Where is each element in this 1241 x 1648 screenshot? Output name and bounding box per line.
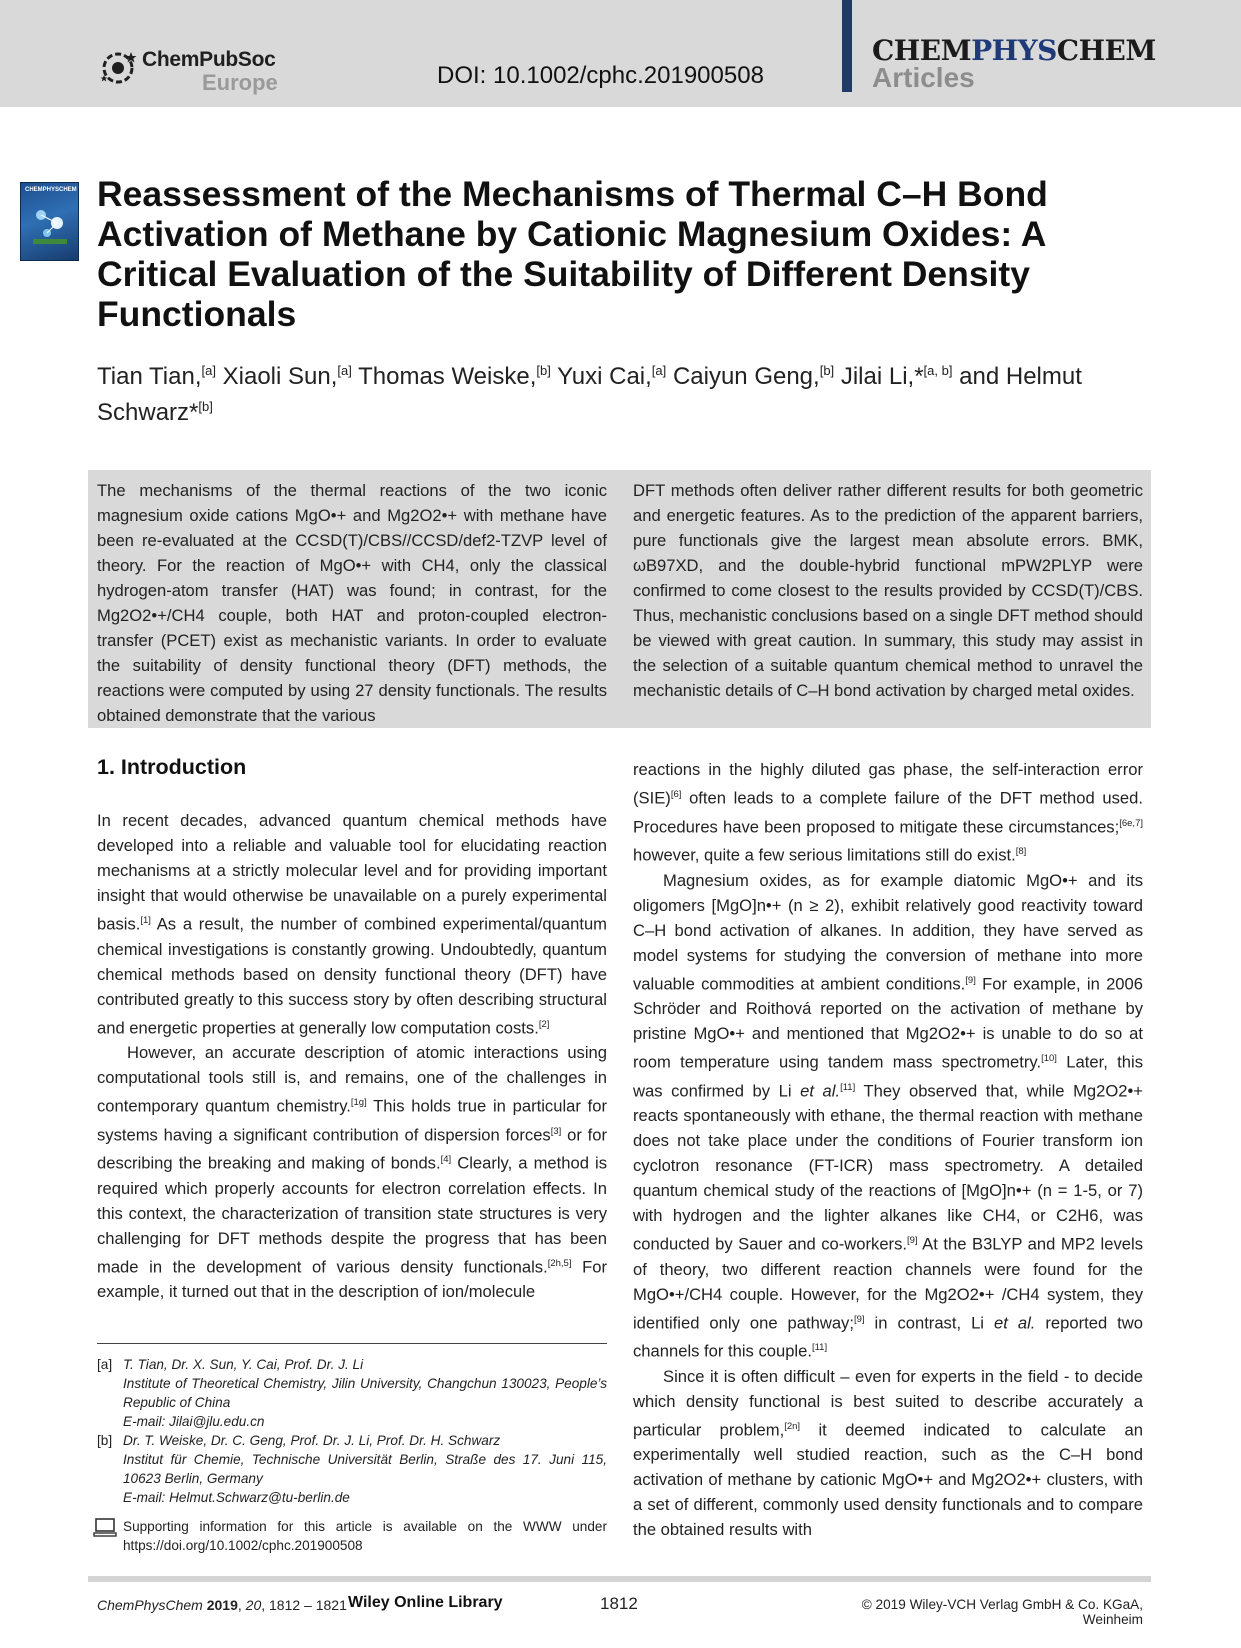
citation-marker[interactable]: [1] [140,915,151,926]
affiliation-key: [b] [97,1433,113,1448]
affiliation-footnotes [97,1355,607,1507]
intro-paragraph-2: However, an accurate description of atomic interactions using computational tools still is, and remains, one of the challenges in contemporary quantum chemistry.[1g] This holds true in particular for systems having a significant contribution of dispersion forces[3] or for describing the breaking and making of bonds.[4] Clearly, a method is required which properly accounts for electron correlation effects. In this context, the characterization of transition state structures is very challenging for DFT methods despite the progress that has been made in the development of various density functionals.[2h,5] For example, it turned out that in the description of ion/molecule [97,1043,607,1302]
author-affiliation-marker: [b] [198,399,213,414]
logo-text-primary: ChemPubSoc [142,48,276,71]
footer-journal-year: 2019 [206,1597,238,1613]
journal-cover-thumbnail[interactable] [20,182,79,261]
citation-marker[interactable]: [11] [840,1081,856,1093]
publisher-logo[interactable] [98,46,288,94]
author-list [97,356,1157,428]
citation-marker[interactable]: [4] [440,1154,452,1166]
journal-name-part1: CHEM [872,34,972,67]
affiliation-key: [a] [97,1357,113,1372]
citation-marker[interactable]: [11] [811,1342,828,1354]
abstract-left-column: The mechanisms of the thermal reactions of the two iconic magnesium oxide cations MgO•+ and Mg2O2•+ with methane have been re-evaluated at the CCSD(T)/CBS//CCSD/def2-TZVP level of theory. For the reaction of MgO•+ with CH4, only the classical hydrogen-atom transfer (HAT) was found; in contrast, for the Mg2O2•+/CH4 couple, both HAT and proton-coupled electron-transfer (PCET) exist as mechanistic variants. In order to evaluate the suitability of density functional theory (DFT) methods, the reactions were computed by using 27 density functionals. The results obtained demonstrate that the various [97,481,607,725]
author-name: Caiyun Geng, [672,363,820,390]
intro-paragraph-5: Since it is often difficult – even for experts in the field - to decide which density functional is best suited to describe accurately a particular problem,[2n] it deemed indicated to calculate an experimentally well studied reaction, such as the C–H bond activation of methane by cationic MgO•+ and Mg2O2•+ clusters, with a set of different, commonly used density functionals and to compare the obtained results with [633,1366,1143,1540]
section-heading-introduction: 1. Introduction [97,755,247,779]
body-left-column [97,808,607,1304]
article-title: Reassessment of the Mechanisms of Thermal C–H Bond Activation of Methane by Cationic Magnesium Oxides: A Critical Evaluation of the Suitability of Different Density Functionals [97,174,1048,334]
footer-divider [88,1576,1151,1582]
journal-accent-bar [842,0,852,92]
doi-link[interactable]: DOI: 10.1002/cphc.201900508 [437,62,764,89]
citation-marker[interactable]: [2h,5] [547,1257,572,1269]
affiliation-institute: Institut für Chemie, Technische Universität Berlin, Straße des 17. Juni 115, 10623 Berlin, Germany [123,1452,607,1486]
author-affiliation-marker: [b] [819,363,835,378]
footer-citation: ChemPhysChem 2019, 20, 1812 – 1821 [97,1597,347,1613]
logo-text-secondary: Europe [202,70,278,95]
footer-copyright: © 2019 Wiley-VCH Verlag GmbH & Co. KGaA, Weinheim [861,1597,1143,1627]
supporting-info-note [97,1517,607,1555]
author-affiliation-marker: [a] [337,363,352,378]
author-affiliation-marker: [a] [201,363,216,378]
author-name: Yuxi Cai, [557,363,652,390]
affiliation-a [97,1355,607,1431]
citation-marker[interactable]: [9] [906,1235,918,1247]
star-ring-icon [98,48,138,88]
author-name: Thomas Weiske, [358,363,537,390]
computer-icon [93,1518,117,1538]
citation-marker[interactable]: [3] [550,1125,562,1137]
affiliation-names: Dr. T. Weiske, Dr. C. Geng, Prof. Dr. J. Li, Prof. Dr. H. Schwarz [123,1433,501,1448]
author-name: Xiaoli Sun, [222,363,338,390]
cover-art-icon [29,201,71,247]
journal-name-part3: CHEM [1056,34,1156,67]
intro-paragraph-3: reactions in the highly diluted gas phase, the self-interaction error (SIE)[6] often leads to a complete failure of the DFT method used. Procedures have been proposed to mitigate these circumstances;[6e,7] however, quite a few serious limitations still do exist.[8] [633,760,1143,865]
intro-paragraph-1: In recent decades, advanced quantum chemical methods have developed into a reliable and valuable tool for elucidating reaction mechanisms at a strictly molecular level and for providing important insight that would otherwise be unavailable on a purely experimental basis.[1] As a result, the number of combined experimental/quantum chemical investigations is constantly growing. Undoubtedly, quantum chemical methods based on density functional theory (DFT) have contributed greatly to this success story by often describing structural and energetic properties at generally low computation costs.[2] [97,811,607,1038]
citation-marker[interactable]: [10] [1041,1053,1057,1065]
author-affiliation-marker: [a] [651,363,667,378]
citation-marker[interactable]: [1g] [350,1097,367,1109]
author-name: Helmut Schwarz* [97,363,1082,426]
footer-wiley-link[interactable]: Wiley Online Library [348,1594,503,1611]
journal-name-part2: PHYS [971,34,1057,67]
citation-marker[interactable]: [8] [1015,846,1027,858]
citation-marker[interactable]: [2] [538,1018,550,1030]
author-conjunction: and [952,363,1006,390]
citation-marker[interactable]: [2n] [784,1420,801,1432]
citation-marker[interactable]: [6] [670,789,682,800]
author-affiliation-marker: [a, b] [923,363,953,378]
author-name: Tian Tian, [97,363,202,390]
citation-marker[interactable]: [9] [853,1313,865,1325]
citation-marker[interactable]: [9] [965,974,976,986]
author-affiliation-marker: [b] [536,363,551,378]
footer-journal-volume: 20 [245,1597,262,1613]
footer-journal-name: ChemPhysChem [97,1597,203,1613]
body-right-column [633,757,1143,1542]
supporting-info-text[interactable]: Supporting information for this article is available on the WWW under https://doi.org/10.1002/cphc.201900508 [123,1519,607,1553]
abstract-box [88,470,1151,728]
footnote-divider [97,1343,607,1344]
affiliation-institute: Institute of Theoretical Chemistry, Jilin University, Changchun 130023, People’s Republic of China [123,1376,607,1410]
affiliation-email[interactable]: E-mail: Helmut.Schwarz@tu-berlin.de [123,1490,350,1505]
affiliation-b [97,1431,607,1507]
affiliation-email[interactable]: E-mail: Jilai@jlu.edu.cn [123,1414,265,1429]
affiliation-names: T. Tian, Dr. X. Sun, Y. Cai, Prof. Dr. J. Li [123,1357,364,1372]
article-section-label: Articles [872,62,975,93]
cover-title: CHEMPHYSCHEM [25,187,77,193]
intro-paragraph-4: Magnesium oxides, as for example diatomic MgO•+ and its oligomers [MgO]n•+ (n ≥ 2), exhibit relatively good reactivity toward C–H bond activation of alkanes. In addition, they have served as model systems for studying the conversion of methane into more valuable commodities at ambient conditions.[9] For example, in 2006 Schröder and Roithová reported on the activation of methane by pristine MgO•+ and mentioned that Mg2O2•+ is unable to do so at room temperature using tandem mass spectrometry.[10] Later, this was confirmed by Li et al.[11] They observed that, while Mg2O2•+ reacts spontaneously with ethane, the thermal reaction with methane does not take place under the conditions of Fourier transform ion cyclotron resonance (FT-ICR) mass spectrometry. A detailed quantum chemical study of the reactions of [MgO]n•+ (n = 1-5, or 7) with hydrogen and the lighter alkanes like CH4, or C2H6, was conducted by Sauer and co-workers.[9] At the B3LYP and MP2 levels of theory, two different reaction channels were found for the MgO•+/CH4 couple. However, for the Mg2O2•+ /CH4 system, they identified only one pathway;[9] in contrast, Li et al. reported two channels for this couple.[11] [633,870,1143,1361]
italic-text: et al. [994,1313,1036,1333]
italic-text: et al. [800,1081,841,1101]
citation-marker[interactable]: [6e,7] [1119,817,1143,829]
page-number: 1812 [600,1594,638,1613]
author-name: Jilai Li,* [840,363,924,390]
footer-journal-pages: 1812 – 1821 [269,1597,347,1613]
abstract-right-column: DFT methods often deliver rather different results for both geometric and energetic features. As to the prediction of the apparent barriers, pure functionals give the largest mean absolute errors. BMK, ωB97XD, and the double-hybrid functional mPW2PLYP were confirmed to come closest to the results provided by CCSD(T)/CBS. Thus, mechanistic conclusions based on a single DFT method should be viewed with great caution. In summary, this study may assist in the selection of a suitable quantum chemical method to unravel the mechanistic details of C–H bond activation by charged metal oxides. [633,481,1143,700]
